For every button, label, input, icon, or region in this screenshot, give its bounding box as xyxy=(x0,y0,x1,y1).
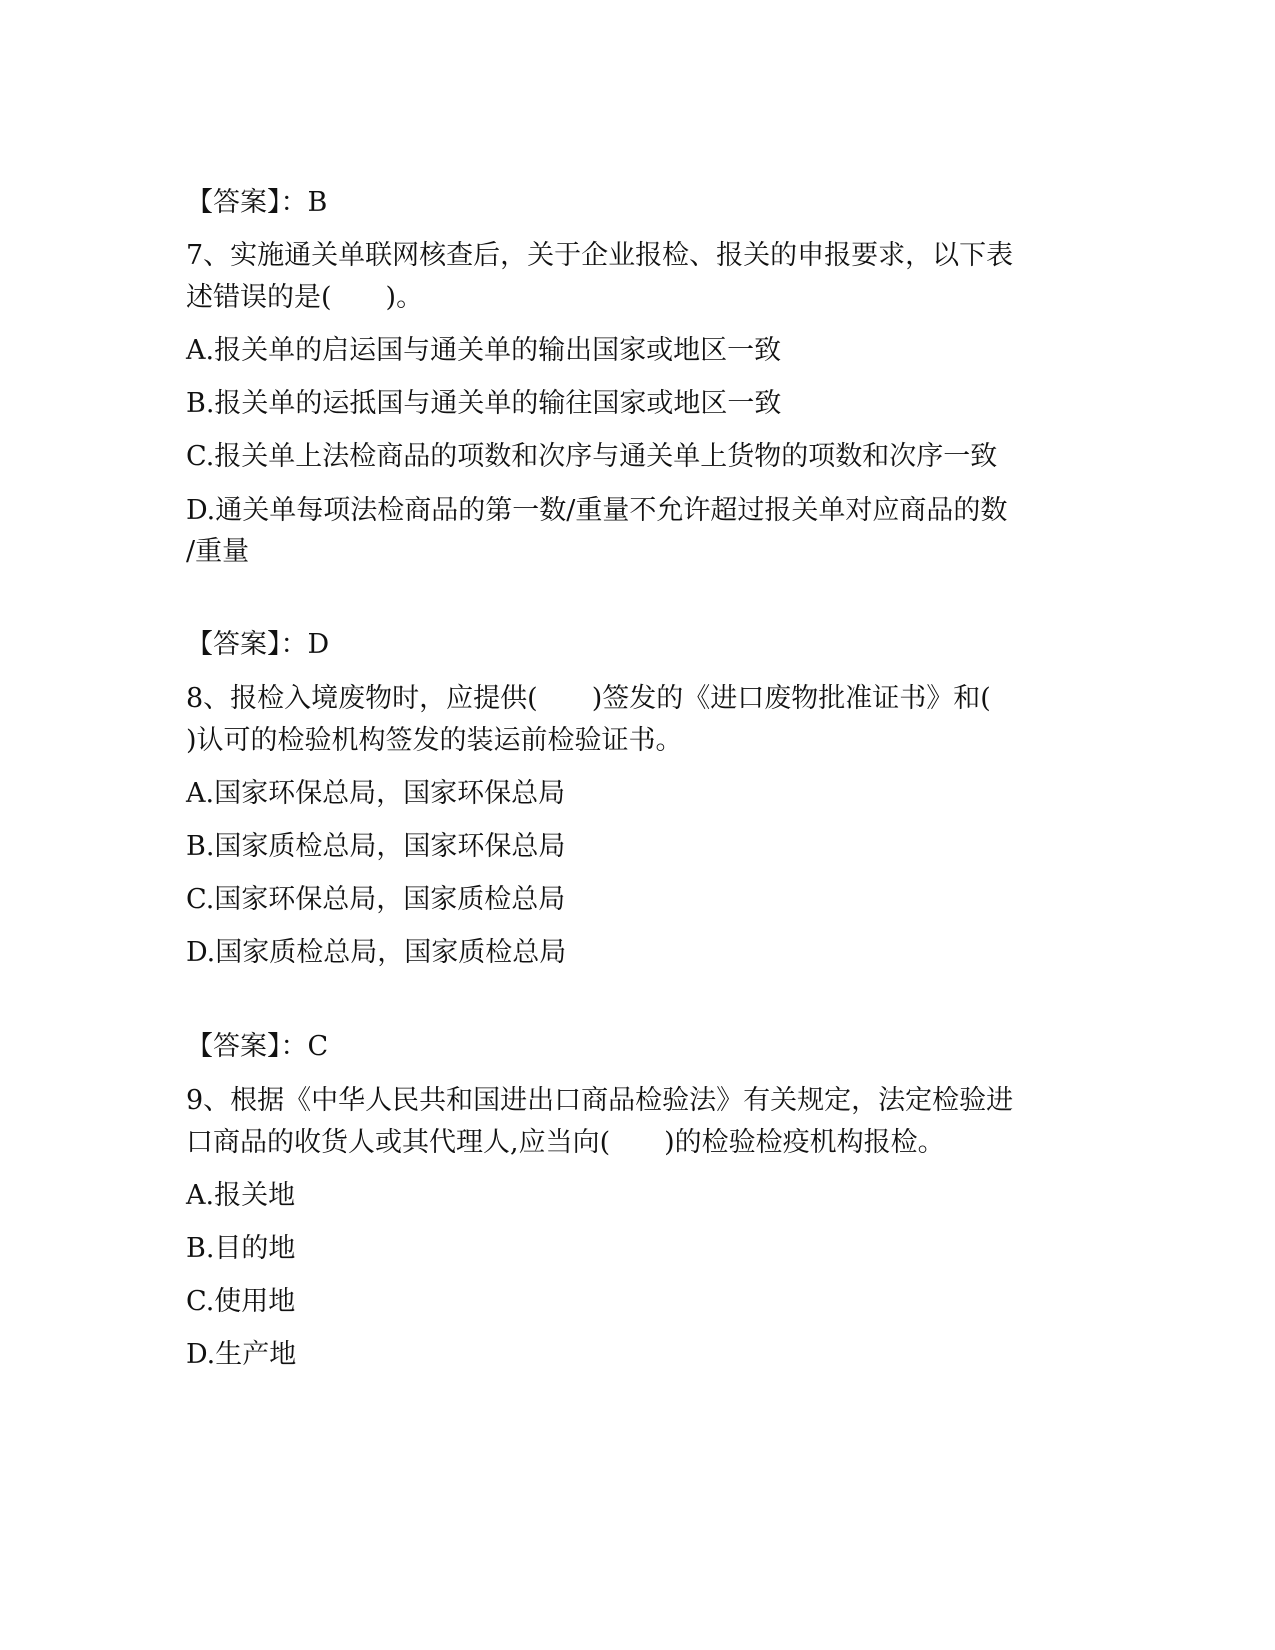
question-7-option-a: A.报关单的启运国与通关单的输出国家或地区一致 xyxy=(186,335,782,366)
question-7-option-d: D.通关单每项法检商品的第一数/重量不允许超过报关单对应商品的数 xyxy=(186,495,1008,526)
question-8-line-2: )认可的检验机构签发的装运前检验证书。 xyxy=(186,725,683,756)
answer-line-8 xyxy=(186,1029,328,1065)
question-9-option-d: D.生产地 xyxy=(186,1339,297,1370)
question-7-option-b: B.报关单的运抵国与通关单的输往国家或地区一致 xyxy=(186,388,782,419)
answer-line-7 xyxy=(186,627,329,663)
question-9-line-1: 9、根据《中华人民共和国进出口商品检验法》有关规定，法定检验进 xyxy=(186,1085,1014,1116)
question-8-option-c: C.国家环保总局，国家质检总局 xyxy=(186,884,566,915)
question-9-option-b: B.目的地 xyxy=(186,1233,296,1264)
question-7-line-2: 述错误的是( )。 xyxy=(186,282,424,313)
answer-label: 【答案】： xyxy=(186,629,308,660)
question-7-option-c: C.报关单上法检商品的项数和次序与通关单上货物的项数和次序一致 xyxy=(186,441,998,472)
answer-label: 【答案】： xyxy=(186,1031,308,1062)
question-7-option-d-cont: /重量 xyxy=(186,536,250,567)
question-8-line-1: 8、报检入境废物时，应提供( )签发的《进口废物批准证书》和( xyxy=(186,683,991,714)
answer-label: 【答案】： xyxy=(186,187,308,218)
question-8-option-b: B.国家质检总局，国家环保总局 xyxy=(186,831,566,862)
answer-value: B xyxy=(307,187,328,218)
question-8-option-d: D.国家质检总局，国家质检总局 xyxy=(186,937,567,968)
answer-line-6 xyxy=(186,185,327,221)
question-9-option-a: A.报关地 xyxy=(186,1180,296,1211)
answer-value: D xyxy=(307,629,330,660)
question-9-line-2: 口商品的收货人或其代理人,应当向( )的检验检疫机构报检。 xyxy=(186,1127,945,1158)
question-8-option-a: A.国家环保总局，国家环保总局 xyxy=(186,778,566,809)
answer-value: C xyxy=(307,1031,329,1062)
question-7-line-1: 7、实施通关单联网核查后，关于企业报检、报关的申报要求，以下表 xyxy=(186,240,1014,271)
question-9-option-c: C.使用地 xyxy=(186,1286,296,1317)
